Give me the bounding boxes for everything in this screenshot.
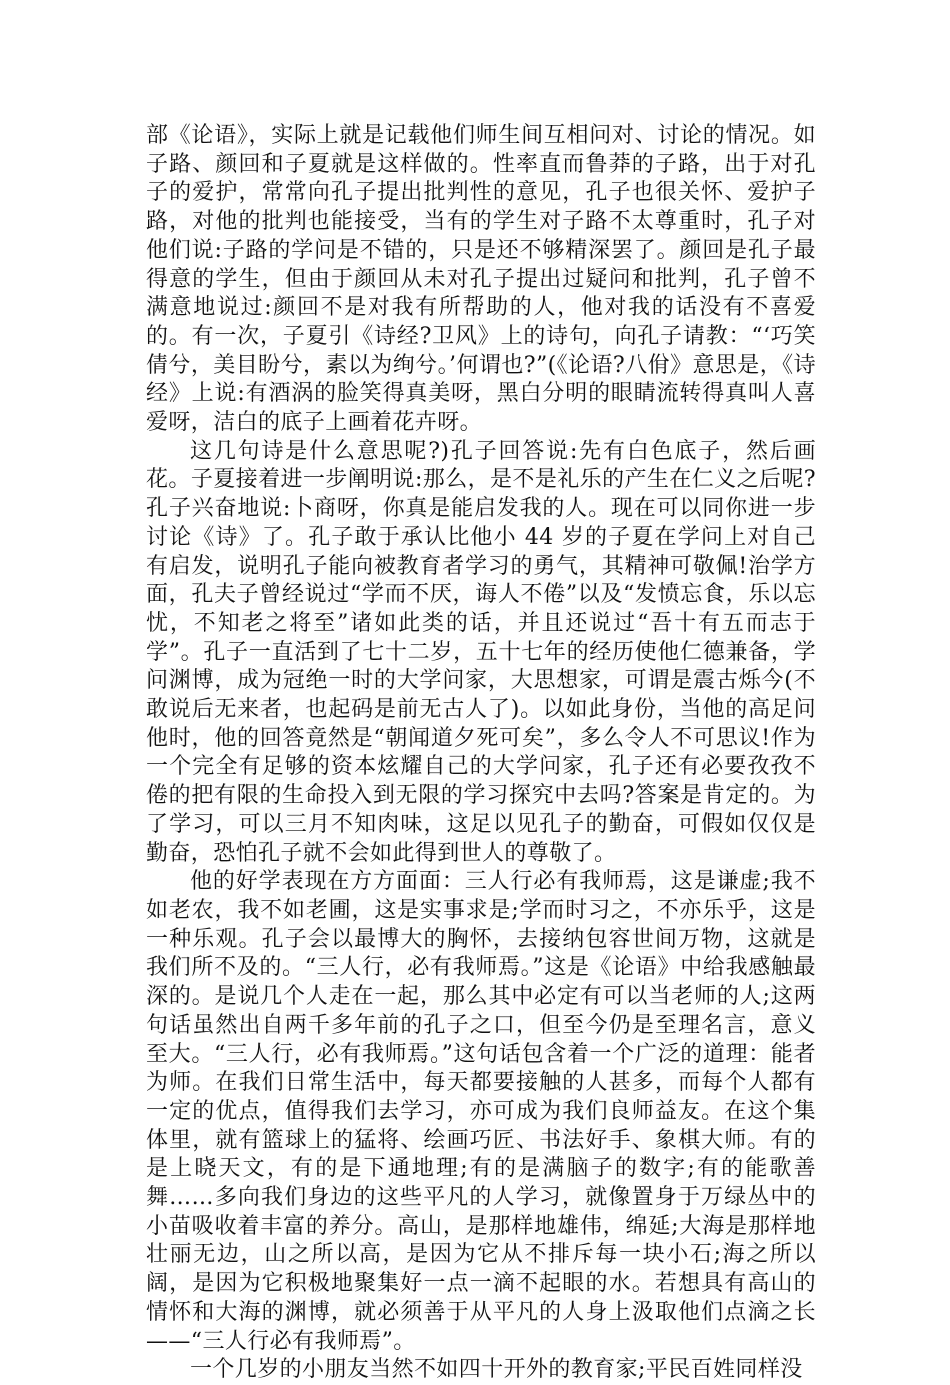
paragraph: 一个几岁的小朋友当然不如四十开外的教育家;平民百姓同样没 [190, 1357, 803, 1383]
paragraph: 这几句诗是什么意思呢?)孔子回答说:先有白色底子，然后画花。子夏接着进一步阐明说:那么，是不是礼乐的产生在仁义之后呢?孔子兴奋地说:卜商呀，你真是能启发我的人。现在可以同你进一步讨论《诗》了。孔子敢于承认比他小 44 岁的子夏在学问上对自己有启发，说明孔子能向被教育者学习的勇气，其精神可敬佩!治学方面，孔夫子曾经说过“学而不厌，诲人不倦”以及“发愤忘食，乐以忘忧，不知老之将至”诸如此类的话，并且还说过“吾十有五而志于学”。孔子一直活到了七十二岁，五十七年的经历使他仁德兼备，学问渊博，成为冠绝一时的大学问家，大思想家，可谓是震古烁今(不敢说后无来者，也起码是前无古人了)。以如此身份，当他的高足问他时，他的回答竟然是“朝闻道夕死可矣”，多么令人不可思议!作为一个完全有足够的资本炫耀自己的大学问家，孔子还有必要孜孜不倦的把有限的生命投入到无限的学习探究中去吗?答案是肯定的。为了学习，可以三月不知肉味，这足以见孔子的勤奋，可假如仅仅是勤奋，恐怕孔子就不会如此得到世人的尊敬了。 [146, 438, 816, 866]
paragraph: 他的好学表现在方方面面：三人行必有我师焉，这是谦虚;我不如老农，我不如老圃，这是实事求是;学而时习之，不亦乐乎，这是一种乐观。孔子会以最博大的胸怀，去接纳包容世间万物，这就是我们所不及的。“三人行，必有我师焉。”这是《论语》中给我感触最深的。是说几个人走在一起，那么其中必定有可以当老师的人;这两句话虽然出自两千多年前的孔子之口，但至今仍是至理名言，意义至大。“三人行，必有我师焉。”这句话包含着一个广泛的道理：能者为师。在我们日常生活中，每天都要接触的人甚多，而每个人都有一定的优点，值得我们去学习，亦可成为我们良师益友。在这个集体里，就有篮球上的猛将、绘画巧匠、书法好手、象棋大师。有的是上晓天文，有的是下通地理;有的是满脑子的数字;有的能歌善舞……多向我们身边的这些平凡的人学习，就像置身于万绿丛中的小苗吸收着丰富的养分。高山，是那样地雄伟，绵延;大海是那样地壮丽无边，山之所以高，是因为它从不排斥每一块小石;海之所以阔，是因为它积极地聚集好一点一滴不起眼的水。若想具有高山的情怀和大海的渊博，就必须善于从平凡的人身上汲取他们点滴之长——“三人行必有我师焉”。 [146, 869, 816, 1354]
document-page [146, 122, 816, 1385]
paragraph: 部《论语》，实际上就是记载他们师生间互相问对、讨论的情况。如子路、颜回和子夏就是这样做的。性率直而鲁莽的子路，出于对孔子的爱护，常常向孔子提出批判性的意见，孔子也很关怀、爱护子路，对他的批判也能接受，当有的学生对子路不太尊重时，孔子对他们说:子路的学问是不错的，只是还不够精深罢了。颜回是孔子最得意的学生，但由于颜回从未对孔子提出过疑问和批判，孔子曾不满意地说过:颜回不是对我有所帮助的人，他对我的话没有不喜爱的。有一次，子夏引《诗经?卫风》上的诗句，向孔子请教：“‘巧笑倩兮，美目盼兮，素以为绚兮。’何谓也?”(《论语?八佾》意思是，《诗经》上说:有酒涡的脸笑得真美呀，黑白分明的眼睛流转得真叫人喜爱呀，洁白的底子上画着花卉呀。 [146, 123, 816, 436]
